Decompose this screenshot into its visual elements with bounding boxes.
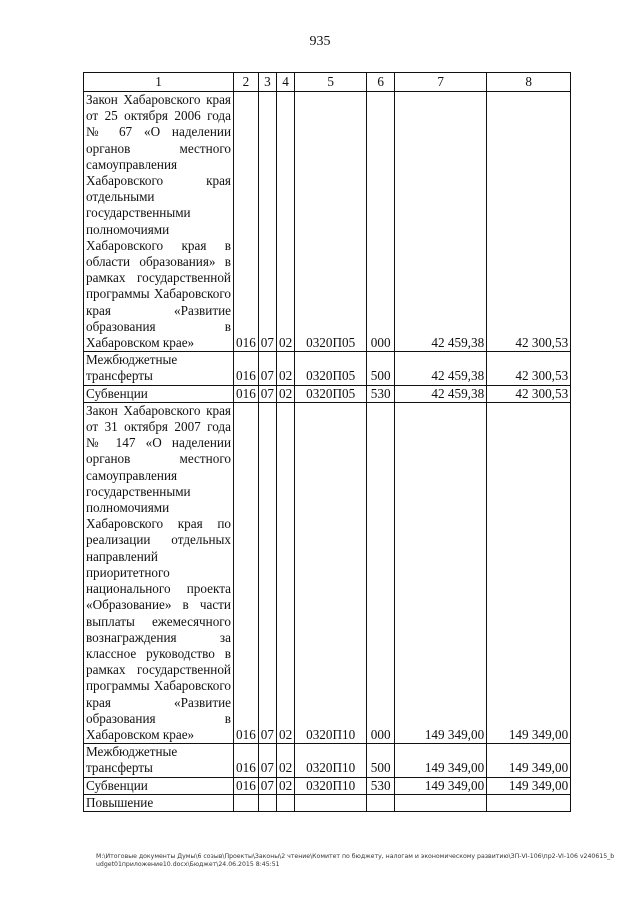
cell-c2: 016 (234, 385, 259, 402)
cell-c6: 530 (367, 385, 395, 402)
column-header: 8 (487, 73, 571, 92)
table-row (84, 92, 571, 352)
cell-c8: 42 300,53 (487, 352, 571, 385)
row-name: Субвенции (84, 777, 234, 794)
table-row (84, 794, 571, 811)
cell-c6: 500 (367, 744, 395, 777)
cell-c7: 149 349,00 (395, 777, 487, 794)
column-header: 5 (295, 73, 367, 92)
row-name: Межбюджетные трансферты (84, 744, 234, 777)
document-path-footer: M:\Итоговые документы Думы\6 созыв\Проекты\Законы\2 чтение\Комитет по бюджету, налогам и экономическому развитию\ЗП-VI-106\пр2-VI-106 v240615_budget01приложение10.docx\Бюджет\24.06.2015 8:45:51 (96, 853, 615, 868)
row-name: Субвенции (84, 385, 234, 402)
table-row (84, 385, 571, 402)
cell-c2: 016 (234, 777, 259, 794)
row-name: Закон Хабаровского края от 31 октября 2007 года № 147 «О наделении органов местного самоуправления государственными полномочиями Хабаровского края по реализации отдельных направлений приоритетного национального проекта «Образование» в части выплаты ежемесячного вознаграждения за классное руководство в рамках государственной программы Хабаровского края «Развитие образования в Хабаровском крае» (84, 402, 234, 743)
cell-c8: 42 300,53 (487, 385, 571, 402)
cell-c3: 07 (258, 777, 276, 794)
cell-c8: 149 349,00 (487, 777, 571, 794)
cell-c3: 07 (258, 92, 276, 352)
cell-c5: 0320П10 (295, 402, 367, 743)
column-header: 4 (276, 73, 294, 92)
column-header: 1 (84, 73, 234, 92)
budget-table (83, 72, 571, 812)
cell-c2: 016 (234, 92, 259, 352)
column-header: 6 (367, 73, 395, 92)
cell-c5: 0320П05 (295, 385, 367, 402)
cell-c4: 02 (276, 385, 294, 402)
cell-c5: 0320П10 (295, 744, 367, 777)
cell-c8: 149 349,00 (487, 744, 571, 777)
cell-c6: 000 (367, 402, 395, 743)
cell-c8 (487, 794, 571, 811)
cell-c5: 0320П05 (295, 92, 367, 352)
cell-c7 (395, 794, 487, 811)
cell-c7: 42 459,38 (395, 92, 487, 352)
row-name: Межбюджетные трансферты (84, 352, 234, 385)
cell-c4: 02 (276, 777, 294, 794)
column-header: 3 (258, 73, 276, 92)
cell-c2: 016 (234, 744, 259, 777)
cell-c6: 000 (367, 92, 395, 352)
row-name: Повышение (84, 794, 234, 811)
table-row (84, 744, 571, 777)
row-name: Закон Хабаровского края от 25 октября 2006 года № 67 «О наделении органов местного самоуправления Хабаровского края отдельными государственными полномочиями Хабаровского края в области образования» в рамках государственной программы Хабаровского края «Развитие образования в Хабаровском крае» (84, 92, 234, 352)
cell-c6: 500 (367, 352, 395, 385)
cell-c7: 42 459,38 (395, 385, 487, 402)
cell-c5: 0320П05 (295, 352, 367, 385)
page-number: 935 (309, 34, 331, 49)
cell-c8: 149 349,00 (487, 402, 571, 743)
cell-c4: 02 (276, 92, 294, 352)
cell-c3: 07 (258, 744, 276, 777)
cell-c7: 149 349,00 (395, 744, 487, 777)
cell-c3: 07 (258, 385, 276, 402)
column-header: 7 (395, 73, 487, 92)
cell-c6 (367, 794, 395, 811)
cell-c2: 016 (234, 352, 259, 385)
cell-c4: 02 (276, 744, 294, 777)
cell-c3 (258, 794, 276, 811)
table-header-row (84, 73, 571, 92)
cell-c7: 42 459,38 (395, 352, 487, 385)
table-row (84, 352, 571, 385)
table-row (84, 777, 571, 794)
column-header: 2 (234, 73, 259, 92)
cell-c4: 02 (276, 402, 294, 743)
cell-c5 (295, 794, 367, 811)
cell-c4 (276, 794, 294, 811)
cell-c3: 07 (258, 352, 276, 385)
cell-c6: 530 (367, 777, 395, 794)
cell-c7: 149 349,00 (395, 402, 487, 743)
cell-c2 (234, 794, 259, 811)
cell-c3: 07 (258, 402, 276, 743)
cell-c5: 0320П10 (295, 777, 367, 794)
cell-c4: 02 (276, 352, 294, 385)
table-row (84, 402, 571, 743)
cell-c2: 016 (234, 402, 259, 743)
cell-c8: 42 300,53 (487, 92, 571, 352)
